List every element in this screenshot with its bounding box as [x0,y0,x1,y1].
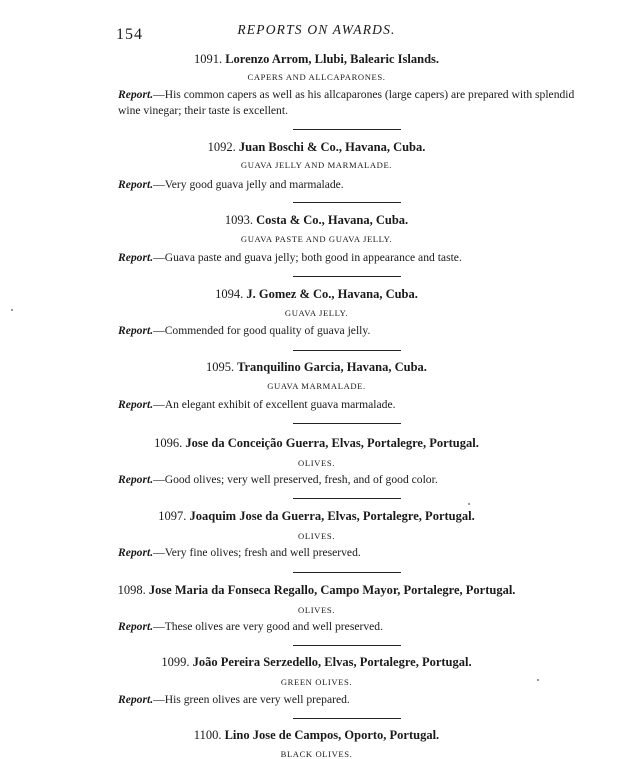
exhibitor-name: Costa & Co., Havana, Cuba. [256,213,409,227]
entry-title [0,360,633,375]
entry-title [0,509,633,524]
report-text [118,397,588,413]
report-body: —Commended for good quality of guava jelly. [153,324,371,337]
product-name: OLIVES. [298,458,335,468]
entry-title [0,583,633,598]
running-head: REPORTS ON AWARDS. [237,22,396,37]
entry-number: 1096. [154,436,183,450]
exhibitor-name: Juan Boschi & Co., Havana, Cuba. [238,140,426,154]
report-label: Report. [118,620,154,633]
product-name: OLIVES. [298,605,335,615]
report-text [118,692,588,708]
entry-number: 1091. [193,52,223,66]
entry-number: 1093. [224,213,253,227]
report-body: —These olives are very good and well preserved. [153,620,383,633]
report-body: —Very fine olives; fresh and well preserved. [153,546,361,559]
entry-title [0,140,633,155]
exhibitor-name: João Pereira Serzedello, Elvas, Portalegre, Portugal. [192,655,472,669]
product-name: GUAVA JELLY. [284,308,349,318]
entry-number: 1099. [161,655,190,669]
report-text [118,250,588,266]
scan-speck [11,309,13,311]
product-name: CAPERS AND ALLCAPARONES. [247,72,386,82]
report-text [118,87,588,119]
report-label: Report. [118,178,154,191]
entry-divider [293,423,401,424]
product-name: GREEN OLIVES. [280,677,353,687]
exhibitor-name: Tranquilino Garcia, Havana, Cuba. [237,360,427,374]
report-body: —Good olives; very well preserved, fresh, and of good color. [153,473,438,486]
report-label: Report. [118,546,154,559]
report-body: —Very good guava jelly and marmalade. [153,178,344,191]
entry-divider [293,276,401,277]
report-label: Report. [118,398,154,411]
product-name: GUAVA JELLY AND MARMALADE. [240,160,393,170]
product-name: BLACK OLIVES. [280,749,353,759]
report-body: —An elegant exhibit of excellent guava marmalade. [153,398,396,411]
entry-title [0,52,633,67]
entry-divider [293,350,401,351]
report-text [118,545,588,561]
entry-divider [293,572,401,573]
report-body: —Guava paste and guava jelly; both good in appearance and taste. [153,251,462,264]
report-text [118,619,588,635]
exhibitor-name: Lorenzo Arrom, Llubi, Balearic Islands. [225,52,440,66]
entry-title [0,287,633,302]
entry-title [0,655,633,670]
entry-divider [293,498,401,499]
entry-title [0,436,633,451]
entry-number: 1098. [117,583,146,597]
report-text [118,177,588,193]
entry-number: 1100. [193,728,222,742]
exhibitor-name: Lino Jose de Campos, Oporto, Portugal. [224,728,440,742]
scan-speck [468,503,470,505]
report-label: Report. [118,324,154,337]
exhibitor-name: Joaquim Jose da Guerra, Elvas, Portalegre, Portugal. [189,509,475,523]
report-text [118,472,588,488]
exhibitor-name: Jose da Conceição Guerra, Elvas, Portalegre, Portugal. [185,436,479,450]
report-text [118,323,588,339]
entry-divider [293,129,401,130]
entry-number: 1092. [207,140,236,154]
entry-title [0,728,633,743]
entry-number: 1094. [215,287,244,301]
entry-number: 1095. [206,360,235,374]
report-label: Report. [118,693,154,706]
product-name: OLIVES. [298,531,335,541]
entry-divider [293,718,401,719]
page-number: 154 [116,26,143,43]
entry-number: 1097. [158,509,187,523]
report-body: —His common capers as well as his allcaparones (large capers) are prepared with splendid wine vinegar; their taste is excellent. [118,88,575,117]
report-label: Report. [118,473,154,486]
report-label: Report. [118,88,154,101]
product-name: GUAVA MARMALADE. [267,381,366,391]
entry-divider [293,645,401,646]
entry-title [0,213,633,228]
report-label: Report. [118,251,154,264]
product-name: GUAVA PASTE AND GUAVA JELLY. [240,234,393,244]
exhibitor-name: J. Gomez & Co., Havana, Cuba. [246,287,418,301]
scan-speck [537,679,539,681]
entry-divider [293,202,401,203]
exhibitor-name: Jose Maria da Fonseca Regallo, Campo Mayor, Portalegre, Portugal. [148,583,516,597]
report-body: —His green olives are very well prepared. [153,693,350,706]
